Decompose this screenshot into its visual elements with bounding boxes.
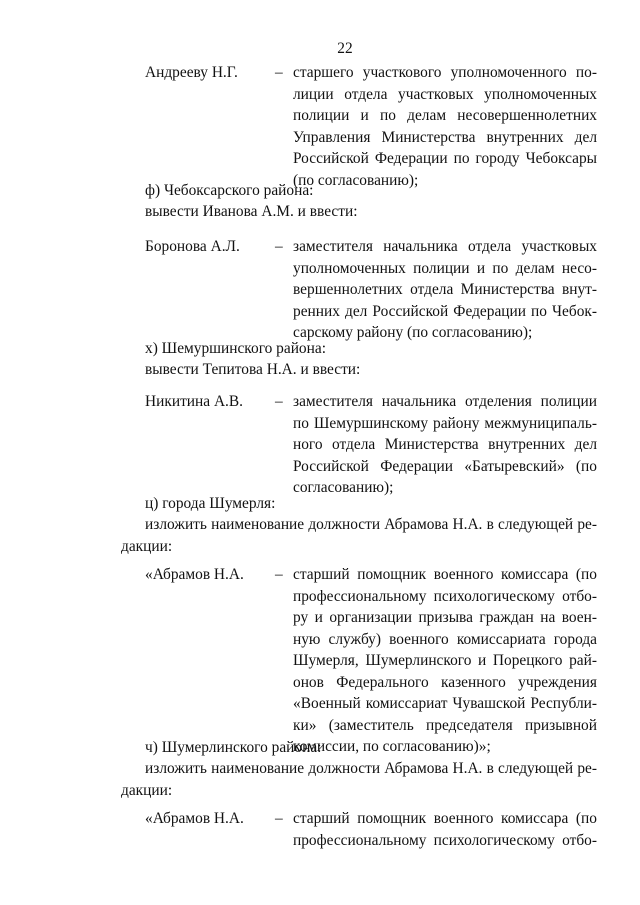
description-line: профессиональному психологическому отбо- <box>293 831 597 849</box>
position-description <box>293 236 597 344</box>
description-line: вершеннолетних отдела Министерства внут- <box>293 281 597 298</box>
description-line: Управления Министерства внутренних дел <box>293 128 597 146</box>
section-instruction: вывести Тепитова Н.А. и ввести: <box>145 361 361 378</box>
description-line: Российской Федерации по городу Чебоксары <box>293 150 597 167</box>
position-description <box>293 391 597 499</box>
dash: – <box>275 238 283 255</box>
description-line: заместителя начальника отделения полиции <box>293 393 597 410</box>
person-name: Боронова А.Л. <box>145 238 240 255</box>
instruction-line: изложить наименование должности Абрамова Н.А. в следующей ре- <box>145 760 597 777</box>
section-heading: ц) города Шумерля: <box>145 495 276 512</box>
description-line: ки» (заместитель председателя призывной <box>293 716 597 734</box>
personnel-entry <box>145 808 597 851</box>
description-line: комиссии, по согласованию)»; <box>293 738 491 755</box>
description-line: онов Федерального казенного учреждения <box>293 673 597 691</box>
description-line: «Военный комиссариат Чувашской Республи- <box>293 695 597 712</box>
personnel-entry <box>145 62 597 191</box>
description-line: согласованию); <box>293 479 394 496</box>
section-heading: ч) Шумерлинского района: <box>145 739 322 756</box>
description-line: Шумерля, Шумерлинского и Порецкого рай- <box>293 652 597 669</box>
instruction-line: изложить наименование должности Абрамова Н.А. в следующей ре- <box>145 516 597 533</box>
description-line: сарскому району (по согласованию); <box>293 324 533 341</box>
section-instruction <box>121 514 597 557</box>
description-line: заместителя начальника отдела участковых <box>293 238 597 255</box>
dash: – <box>275 810 283 827</box>
personnel-entry <box>145 236 597 344</box>
description-line: ного отдела Министерства внутренних дел <box>293 436 597 453</box>
section-instruction <box>121 758 597 801</box>
description-line: ную службу) военного комиссариата города <box>293 630 597 648</box>
section-heading: ф) Чебоксарского района: <box>145 182 314 199</box>
position-description <box>293 564 597 758</box>
instruction-line: дакции: <box>121 781 173 799</box>
person-name: Никитина А.В. <box>145 393 244 410</box>
description-line: лиции отдела участковых уполномоченных <box>293 85 597 103</box>
description-line: ру и организации призыва граждан на воен- <box>293 609 597 626</box>
position-description <box>293 62 597 191</box>
section-instruction: вывести Иванова А.М. и ввести: <box>145 203 358 220</box>
personnel-entry <box>145 391 597 499</box>
section-heading: х) Шемуршинского района: <box>145 340 326 357</box>
description-line: старшего участкового уполномоченного по- <box>293 64 597 81</box>
personnel-entry <box>145 564 597 758</box>
dash: – <box>275 393 283 410</box>
description-line: профессиональному психологическому отбо- <box>293 587 597 605</box>
description-line: старший помощник военного комиссара (по <box>293 810 597 827</box>
person-name: Андрееву Н.Г. <box>145 64 238 81</box>
description-line: старший помощник военного комиссара (по <box>293 566 597 583</box>
person-name: «Абрамов Н.А. <box>145 810 244 827</box>
description-line: уполномоченных полиции и по делам несо- <box>293 259 597 277</box>
description-line: по Шемуршинскому району межмуниципаль- <box>293 414 597 432</box>
page-number: 22 <box>337 40 353 57</box>
dash: – <box>275 64 283 81</box>
description-line: полиции и по делам несовершеннолетних <box>293 107 597 124</box>
instruction-line: дакции: <box>121 537 173 555</box>
dash: – <box>275 566 283 583</box>
person-name: «Абрамов Н.А. <box>145 566 244 583</box>
description-line: (по согласованию); <box>293 171 419 189</box>
position-description <box>293 808 597 851</box>
description-line: ренних дел Российской Федерации по Чебок- <box>293 302 597 320</box>
description-line: Российской Федерации «Батыревский» (по <box>293 457 597 475</box>
